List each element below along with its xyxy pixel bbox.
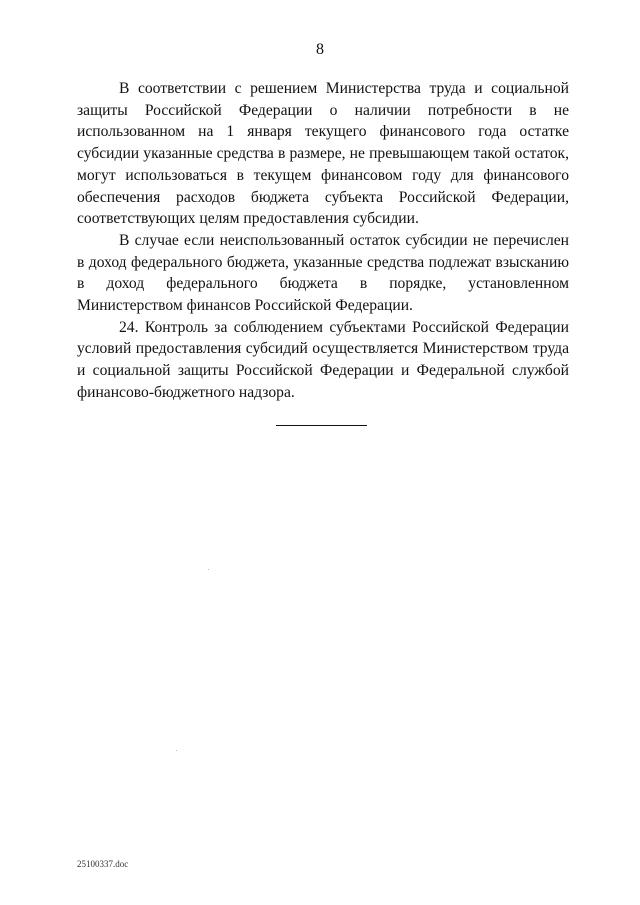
end-of-text-divider bbox=[276, 425, 367, 426]
page-number: 8 bbox=[316, 41, 324, 58]
scan-artifact-dot bbox=[176, 750, 177, 751]
document-body bbox=[77, 78, 569, 404]
scan-artifact-dot bbox=[208, 569, 209, 570]
paragraph-subsidy-remainder-use: В соответствии с решением Министерства труда и социальной защиты Российской Федерации о наличии потребности в не использованном на 1 января текущего финансового года остатке субсидии указанные средства в размере, не превышающем такой остаток, могут использоваться в текущем финансовом году для финансового обеспечения расходов бюджета субъекта Российской Федерации, соответствующих целям предоставления субсидии. bbox=[77, 80, 569, 228]
document-file-code: 25100337.doc bbox=[77, 859, 129, 869]
paragraph-subsidy-recovery: В случае если неиспользованный остаток субсидии не перечислен в доход федерального бюджета, указанные средства подлежат взысканию в доход федерального бюджета в порядке, установленном Министерством финансов Российской Федерации. bbox=[77, 231, 569, 315]
paragraph-24-control: 24. Контроль за соблюдением субъектами Российской Федерации условий предоставления субсидий осуществляется Министерством труда и социальной защиты Российской Федерации и Федеральной службой финансово-бюджетного надзора. bbox=[77, 318, 569, 401]
